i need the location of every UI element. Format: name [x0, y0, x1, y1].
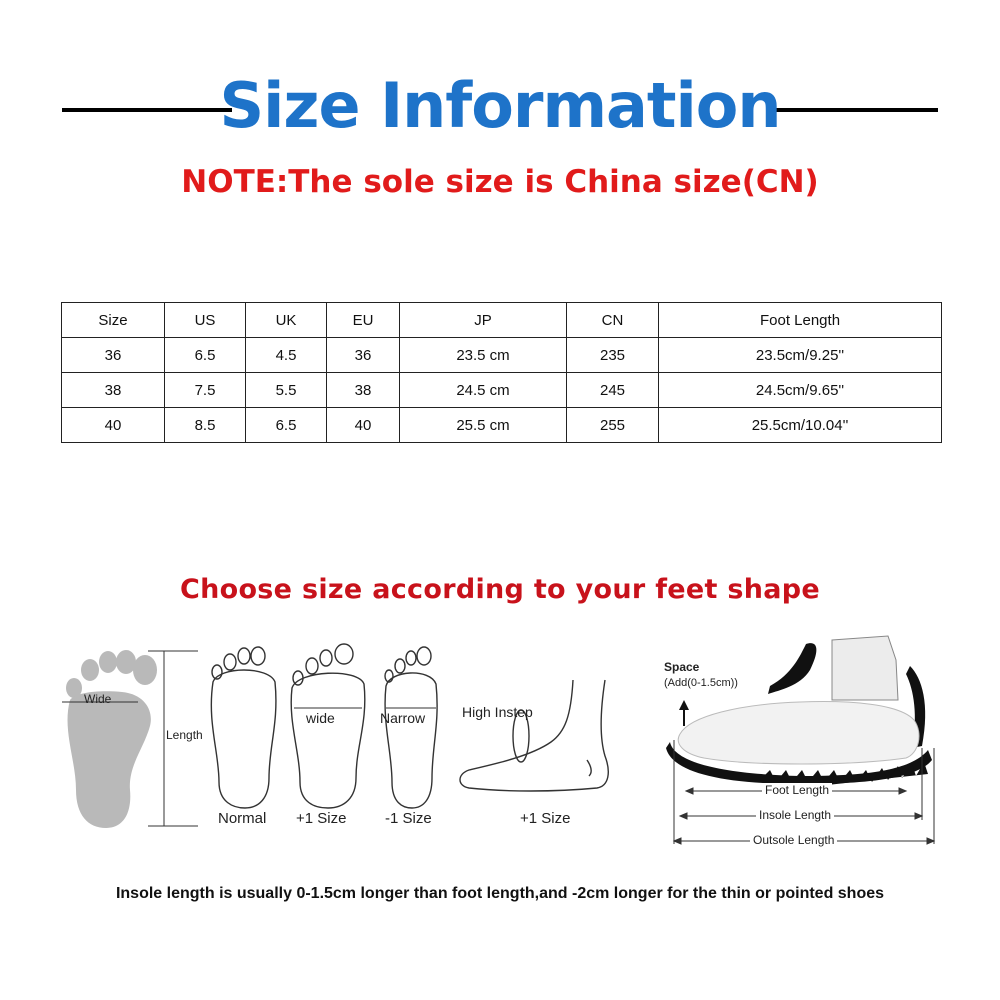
normal-caption: Normal	[218, 810, 267, 827]
normal-foot-icon	[203, 642, 283, 812]
table-row	[62, 373, 942, 408]
high-instep-foot-icon	[455, 676, 615, 806]
high-instep-caption: +1 Size	[520, 810, 571, 827]
page-title: Size Information	[219, 69, 781, 142]
column-header: CN	[567, 303, 659, 338]
table-cell: 245	[567, 373, 659, 408]
table-row	[62, 408, 942, 443]
footprint-wide-label: Wide	[84, 692, 112, 706]
table-cell: 25.5cm/10.04''	[659, 408, 942, 443]
table-header-row	[62, 303, 942, 338]
narrow-foot-icon	[376, 642, 446, 812]
wide-caption: +1 Size	[296, 810, 347, 827]
column-header: Foot Length	[659, 303, 942, 338]
table-cell: 7.5	[165, 373, 246, 408]
table-cell: 24.5cm/9.65''	[659, 373, 942, 408]
insole-length-label: Insole Length	[756, 808, 834, 822]
column-header: UK	[246, 303, 327, 338]
table-cell: 36	[327, 338, 400, 373]
table-cell: 23.5cm/9.25''	[659, 338, 942, 373]
narrow-caption: -1 Size	[385, 810, 432, 827]
feet-shape-heading: Choose size according to your feet shape	[179, 574, 821, 605]
table-cell: 36	[62, 338, 165, 373]
table-row	[62, 338, 942, 373]
table-cell: 38	[327, 373, 400, 408]
table-cell: 40	[62, 408, 165, 443]
column-header: US	[165, 303, 246, 338]
table-cell: 25.5 cm	[400, 408, 567, 443]
table-cell: 6.5	[246, 408, 327, 443]
table-cell: 6.5	[165, 338, 246, 373]
outsole-length-label: Outsole Length	[750, 833, 837, 847]
size-note: NOTE:The sole size is China size(CN)	[181, 164, 819, 200]
table-cell: 235	[567, 338, 659, 373]
wide-foot-icon	[288, 642, 368, 812]
space-detail-label: (Add(0-1.5cm))	[664, 677, 738, 689]
table-cell: 255	[567, 408, 659, 443]
table-cell: 4.5	[246, 338, 327, 373]
table-cell: 24.5 cm	[400, 373, 567, 408]
column-header: JP	[400, 303, 567, 338]
column-header: Size	[62, 303, 165, 338]
space-label: Space	[664, 660, 700, 674]
table-cell: 40	[327, 408, 400, 443]
column-header: EU	[327, 303, 400, 338]
foot-length-label: Foot Length	[762, 783, 832, 797]
table-cell: 8.5	[165, 408, 246, 443]
insole-length-note: Insole length is usually 0-1.5cm longer than foot length,and -2cm longer for the thin or pointed shoes	[115, 885, 885, 902]
size-table	[61, 302, 942, 443]
footprint-length-label: Length	[166, 728, 203, 742]
table-cell: 5.5	[246, 373, 327, 408]
narrow-inner-label: Narrow	[380, 710, 426, 726]
wide-inner-label: wide	[306, 710, 335, 726]
high-instep-label: High Instep	[462, 704, 533, 720]
table-cell: 23.5 cm	[400, 338, 567, 373]
table-cell: 38	[62, 373, 165, 408]
